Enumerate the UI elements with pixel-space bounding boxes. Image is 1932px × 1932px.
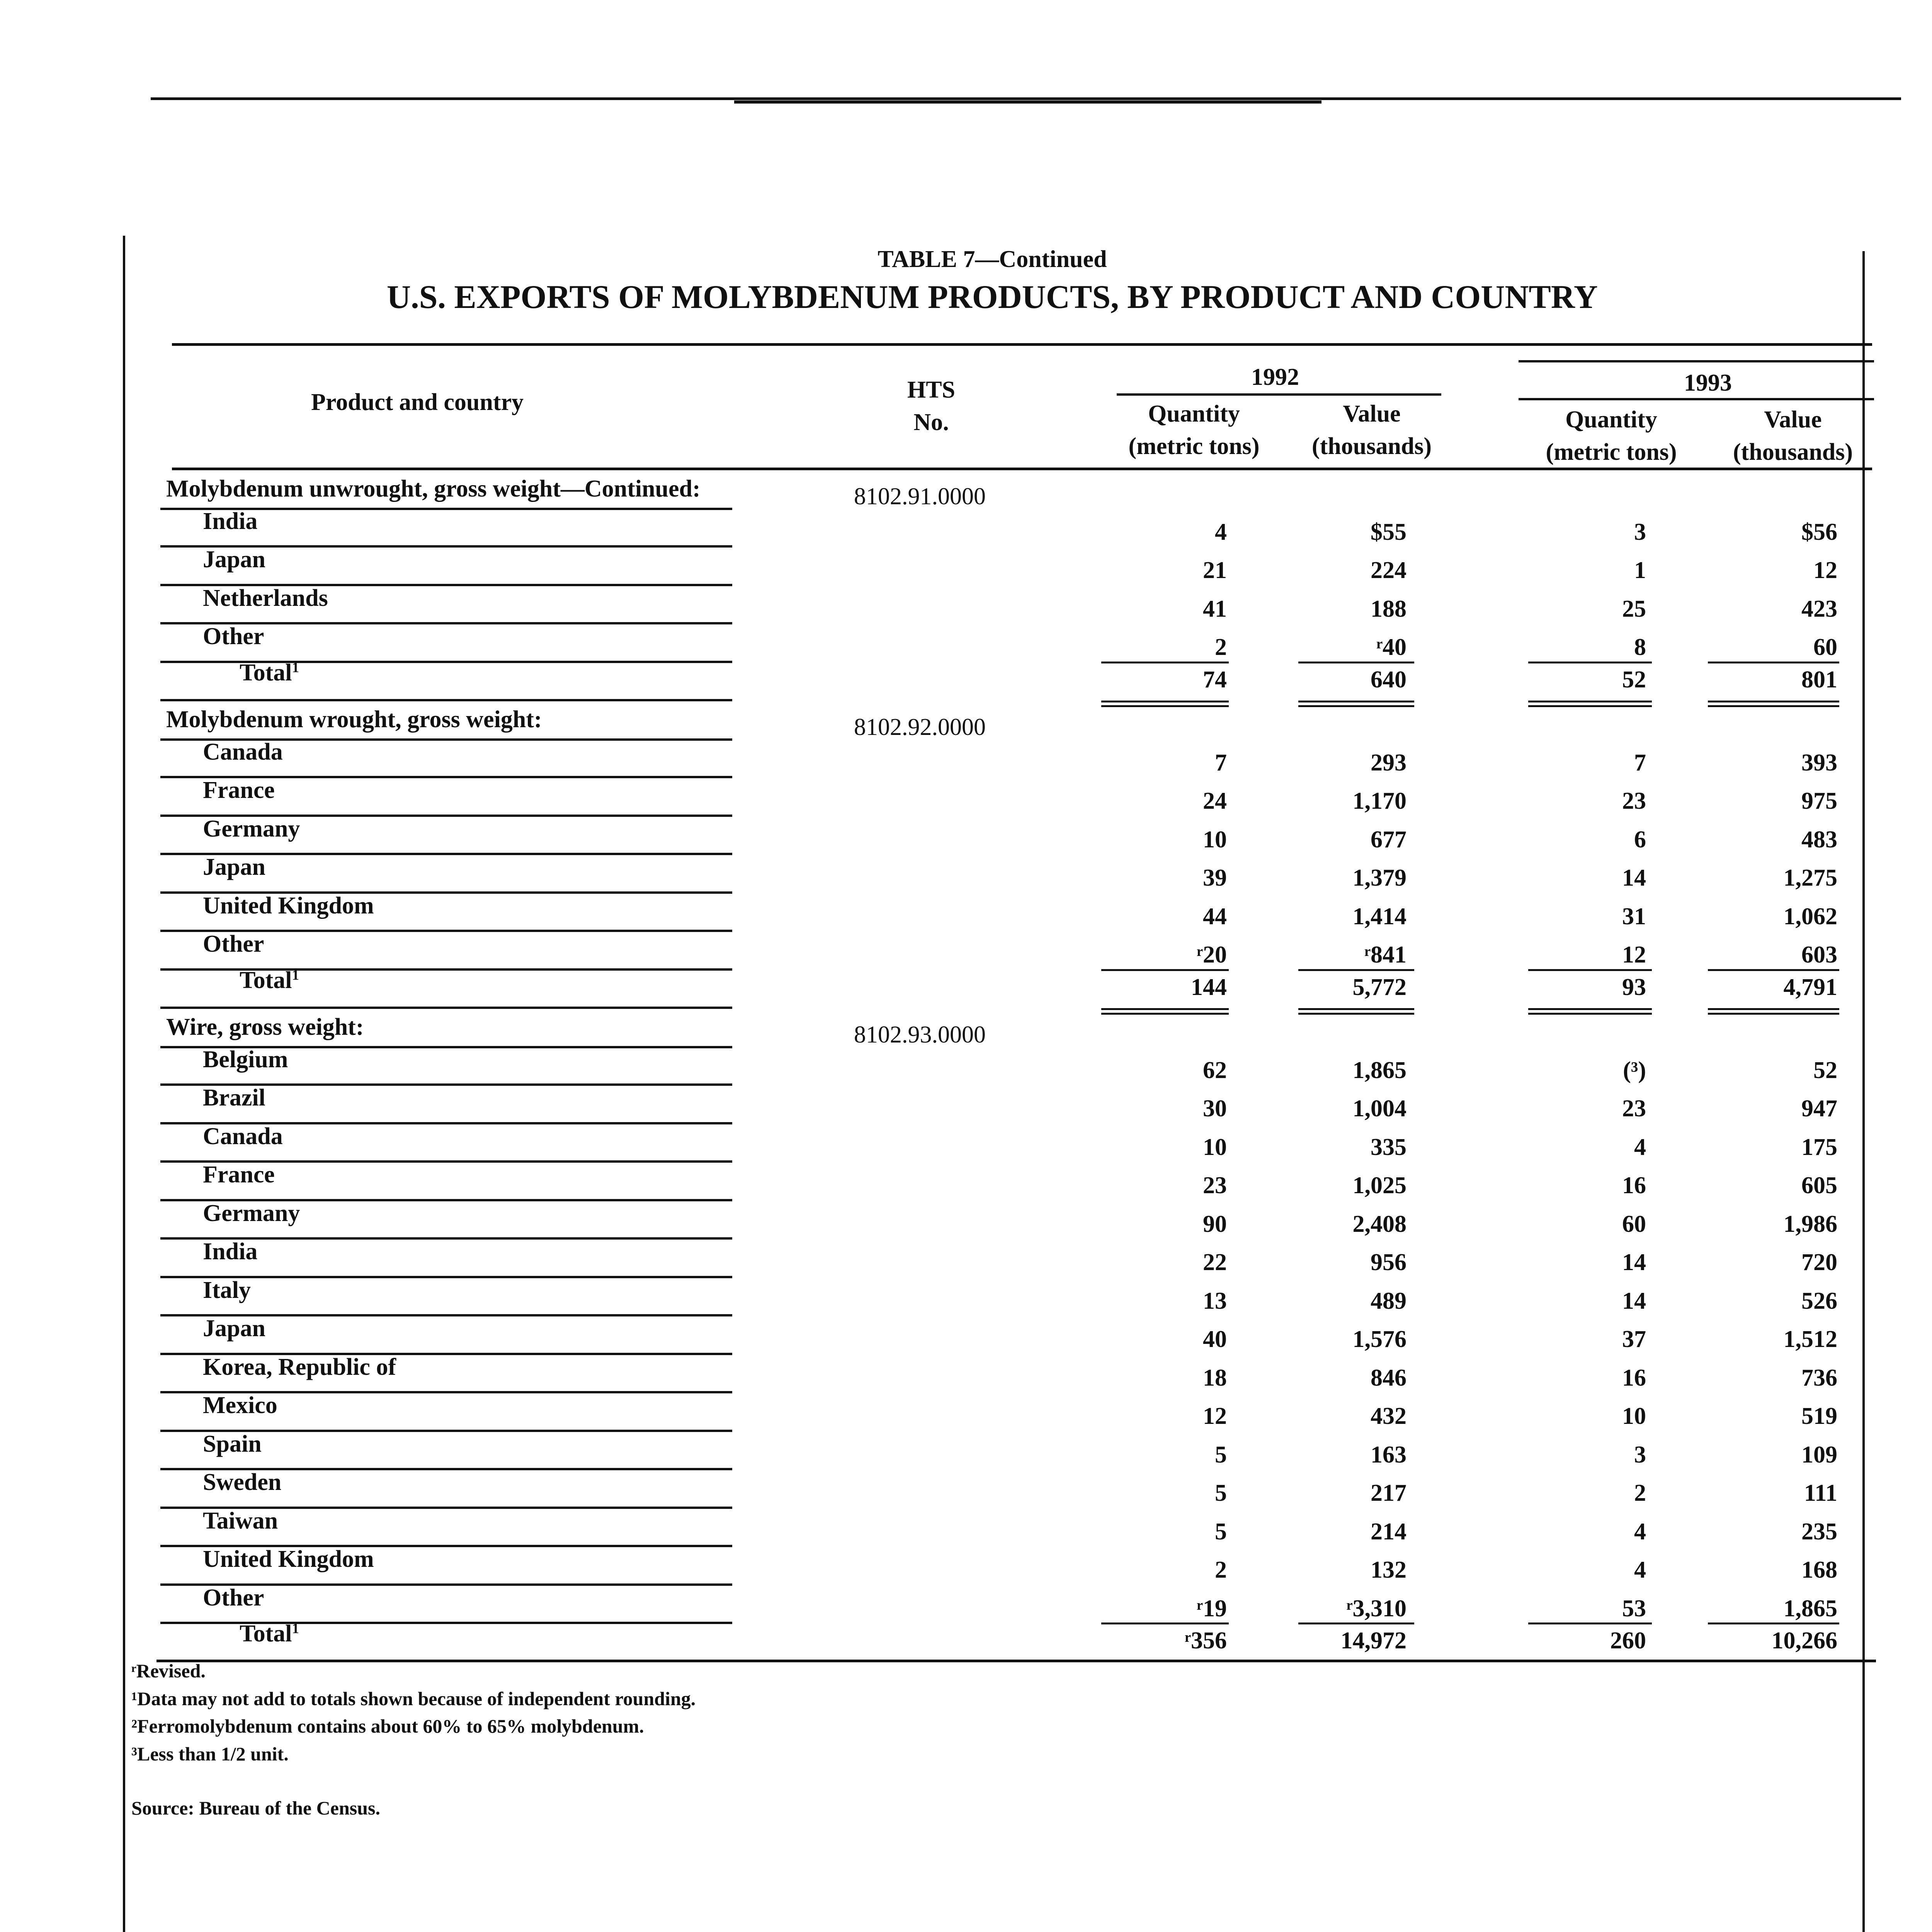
row-underline: [160, 1007, 732, 1009]
quantity-1993-cell: 2: [1634, 1480, 1646, 1506]
quantity-1993-header: [1530, 404, 1692, 468]
quantity-1992-cell: 44: [1203, 903, 1227, 930]
section-label: Molybdenum unwrought, gross weight—Continued:: [166, 476, 701, 502]
value-1993-cell: 235: [1801, 1518, 1837, 1545]
value-1993-cell: 12: [1813, 557, 1837, 583]
quantity-1993-cell: 3: [1634, 519, 1646, 545]
quantity-1992-header: [1113, 398, 1275, 463]
table-heading: U.S. EXPORTS OF MOLYBDENUM PRODUCTS, BY PRODUCT AND COUNTRY: [386, 278, 1598, 315]
total-double-rule: [1298, 1008, 1414, 1010]
quantity-1992-cell: 21: [1203, 557, 1227, 583]
country-label: Japan: [203, 546, 265, 573]
quantity-1993-cell: 3: [1634, 1441, 1646, 1468]
value-1992-cell: 956: [1371, 1249, 1406, 1276]
total-overline: [1101, 1622, 1229, 1624]
table-top-rule: [172, 343, 1872, 346]
quantity-1992-cell: 7: [1215, 749, 1227, 776]
total-double-rule: [1528, 1008, 1652, 1010]
footnote-revised: ʳRevised.: [131, 1660, 206, 1682]
quantity-1993-total: 93: [1622, 974, 1646, 1000]
country-label: United Kingdom: [203, 892, 374, 919]
quantity-1993-cell: 14: [1622, 865, 1646, 891]
value-1993-cell: 1,986: [1783, 1211, 1837, 1237]
quantity-1992-cell: 41: [1203, 595, 1227, 622]
value-1992-total: 14,972: [1340, 1628, 1406, 1654]
value-1992-cell: ʳ3,310: [1346, 1595, 1406, 1622]
total-double-rule: [1298, 1013, 1414, 1015]
hts-number: 8102.91.0000: [854, 483, 986, 510]
value-1993-total: 10,266: [1771, 1628, 1837, 1654]
quantity-1992-cell: 10: [1203, 1134, 1227, 1160]
country-label: Other: [203, 623, 264, 650]
value-1992-total: 640: [1371, 666, 1406, 693]
value-1992-cell: 1,004: [1352, 1095, 1406, 1122]
hts-number: 8102.93.0000: [854, 1022, 986, 1048]
quantity-1993-line2: (metric tons): [1546, 439, 1677, 465]
source-note: Source: Bureau of the Census.: [131, 1797, 381, 1819]
country-label: Brazil: [203, 1085, 265, 1111]
country-label: Germany: [203, 815, 300, 842]
value-1993-cell: 526: [1801, 1287, 1837, 1314]
value-1992-cell: 1,025: [1352, 1172, 1406, 1199]
value-1992-cell: 2,408: [1352, 1211, 1406, 1237]
value-1993-total: 4,791: [1783, 974, 1837, 1000]
quantity-1993-total: 260: [1610, 1628, 1646, 1654]
total-overline: [1708, 1622, 1839, 1624]
country-label: Mexico: [203, 1392, 277, 1418]
country-label: Other: [203, 931, 264, 957]
total-label-text: Total: [240, 1621, 292, 1647]
total-overline: [1708, 662, 1839, 663]
country-label: India: [203, 508, 258, 534]
country-label: Taiwan: [203, 1507, 278, 1534]
country-label: India: [203, 1238, 258, 1265]
total-overline: [1708, 969, 1839, 971]
hts-header-line1: HTS: [907, 377, 956, 403]
total-double-rule: [1708, 1013, 1839, 1015]
country-label: Belgium: [203, 1046, 288, 1073]
top-rule-accent: [734, 100, 1321, 104]
value-1993-cell: 393: [1801, 749, 1837, 776]
product-column-header: Product and country: [311, 389, 524, 415]
quantity-1993-cell: 4: [1634, 1518, 1646, 1545]
quantity-1993-cell: 31: [1622, 903, 1646, 930]
footnote-1: ¹Data may not add to totals shown because of independent rounding.: [131, 1688, 696, 1709]
quantity-1992-cell: 2: [1215, 634, 1227, 660]
value-1992-cell: 188: [1371, 595, 1406, 622]
country-label: Japan: [203, 1315, 265, 1342]
value-1993-cell: 947: [1801, 1095, 1837, 1122]
country-label: Spain: [203, 1430, 262, 1457]
quantity-1993-line1: Quantity: [1565, 406, 1657, 433]
total-footnote-ref: 1: [292, 659, 299, 675]
hts-header-line2: No.: [913, 409, 949, 435]
value-1992-cell: 214: [1371, 1518, 1406, 1545]
total-double-rule: [1528, 701, 1652, 702]
quantity-1992-cell: ʳ19: [1197, 1595, 1227, 1622]
quantity-1992-line2: (metric tons): [1128, 433, 1260, 459]
quantity-1993-cell: 1: [1634, 557, 1646, 583]
value-1992-total: 5,772: [1352, 974, 1406, 1000]
value-1993-cell: 423: [1801, 595, 1837, 622]
value-1993-cell: 1,512: [1783, 1326, 1837, 1352]
total-double-rule: [1101, 701, 1229, 702]
value-1993-total: 801: [1801, 666, 1837, 693]
quantity-1993-cell: 8: [1634, 634, 1646, 660]
value-1993-cell: 1,865: [1783, 1595, 1837, 1622]
quantity-1993-cell: 7: [1634, 749, 1646, 776]
table-title: TABLE 7—Continued: [878, 246, 1107, 272]
value-1992-cell: 432: [1371, 1403, 1406, 1429]
country-label: Sweden: [203, 1469, 282, 1495]
value-1993-cell: 1,062: [1783, 903, 1837, 930]
right-margin-rule: [1862, 251, 1865, 1932]
quantity-1992-total: ʳ356: [1185, 1628, 1227, 1654]
hts-number: 8102.92.0000: [854, 714, 986, 740]
total-double-rule: [1101, 705, 1229, 707]
value-1993-header: [1712, 404, 1874, 468]
value-1992-cell: 846: [1371, 1364, 1406, 1391]
total-footnote-ref: 1: [292, 967, 299, 983]
value-1992-cell: 1,576: [1352, 1326, 1406, 1352]
country-label: United Kingdom: [203, 1546, 374, 1572]
quantity-1992-cell: 5: [1215, 1518, 1227, 1545]
quantity-1993-cell: 4: [1634, 1557, 1646, 1583]
value-1993-cell: 720: [1801, 1249, 1837, 1276]
quantity-1992-cell: 5: [1215, 1441, 1227, 1468]
quantity-1992-cell: 39: [1203, 865, 1227, 891]
quantity-1992-cell: 13: [1203, 1287, 1227, 1314]
year-1992-rule: [1117, 393, 1441, 396]
country-label: Japan: [203, 854, 265, 880]
quantity-1992-cell: 30: [1203, 1095, 1227, 1122]
country-label: Other: [203, 1584, 264, 1611]
quantity-1993-cell: 37: [1622, 1326, 1646, 1352]
value-1993-cell: 175: [1801, 1134, 1837, 1160]
quantity-1993-cell: 60: [1622, 1211, 1646, 1237]
value-1993-line2: (thousands): [1733, 439, 1853, 465]
quantity-1993-cell: 14: [1622, 1287, 1646, 1314]
value-1993-cell: 603: [1801, 942, 1837, 968]
quantity-1993-cell: 12: [1622, 942, 1646, 968]
row-underline: [160, 699, 732, 701]
value-1992-cell: 163: [1371, 1441, 1406, 1468]
year-1993-rule: [1519, 360, 1874, 362]
value-1993-cell: 109: [1801, 1441, 1837, 1468]
quantity-1993-cell: 25: [1622, 595, 1646, 622]
value-1992-cell: 1,414: [1352, 903, 1406, 930]
total-double-rule: [1708, 1008, 1839, 1010]
quantity-1992-cell: 2: [1215, 1557, 1227, 1583]
quantity-1992-line1: Quantity: [1148, 401, 1240, 427]
table-bottom-rule: [156, 1660, 1876, 1662]
country-label: France: [203, 777, 275, 803]
quantity-1993-cell: 53: [1622, 1595, 1646, 1622]
hts-column-header: [873, 374, 989, 439]
quantity-1992-total: 144: [1191, 974, 1227, 1000]
footnote-3: ³Less than 1/2 unit.: [131, 1743, 289, 1765]
section-label: Molybdenum wrought, gross weight:: [166, 706, 542, 733]
value-1992-cell: 132: [1371, 1557, 1406, 1583]
total-footnote-ref: 1: [292, 1621, 299, 1637]
quantity-1992-cell: 24: [1203, 788, 1227, 814]
quantity-1993-cell: 23: [1622, 1095, 1646, 1122]
quantity-1992-cell: 4: [1215, 519, 1227, 545]
total-label: [240, 659, 299, 687]
total-double-rule: [1101, 1008, 1229, 1010]
value-1992-cell: 489: [1371, 1287, 1406, 1314]
section-label: Wire, gross weight:: [166, 1014, 364, 1040]
quantity-1993-cell: 4: [1634, 1134, 1646, 1160]
quantity-1992-cell: 18: [1203, 1364, 1227, 1391]
total-overline: [1528, 662, 1652, 663]
total-overline: [1101, 662, 1229, 663]
value-1993-cell: 168: [1801, 1557, 1837, 1583]
footnote-2: ²Ferromolybdenum contains about 60% to 65% molybdenum.: [131, 1715, 644, 1737]
top-rule: [151, 97, 1901, 100]
quantity-1992-cell: ʳ20: [1197, 942, 1227, 968]
quantity-1992-cell: 90: [1203, 1211, 1227, 1237]
quantity-1993-cell: 6: [1634, 826, 1646, 853]
total-double-rule: [1101, 1013, 1229, 1015]
value-1992-header: [1291, 398, 1453, 463]
total-overline: [1101, 969, 1229, 971]
quantity-1992-cell: 10: [1203, 826, 1227, 853]
quantity-1993-cell: 10: [1622, 1403, 1646, 1429]
value-1993-cell: 605: [1801, 1172, 1837, 1199]
value-1992-cell: 224: [1371, 557, 1406, 583]
quantity-1993-cell: 23: [1622, 788, 1646, 814]
value-1993-cell: $56: [1801, 519, 1837, 545]
value-1993-cell: 975: [1801, 788, 1837, 814]
total-double-rule: [1708, 701, 1839, 702]
quantity-1993-cell: 16: [1622, 1172, 1646, 1199]
quantity-1993-cell: 16: [1622, 1364, 1646, 1391]
quantity-1992-cell: 12: [1203, 1403, 1227, 1429]
year-1993-header: 1993: [1684, 370, 1732, 396]
value-1992-cell: 293: [1371, 749, 1406, 776]
total-double-rule: [1528, 705, 1652, 707]
value-1993-line1: Value: [1764, 406, 1822, 433]
country-label: Italy: [203, 1277, 251, 1303]
year-1992-header: 1992: [1251, 364, 1299, 390]
total-label-text: Total: [240, 967, 292, 993]
value-1992-line2: (thousands): [1311, 433, 1432, 459]
value-1993-cell: 736: [1801, 1364, 1837, 1391]
total-double-rule: [1528, 1013, 1652, 1015]
total-overline: [1298, 969, 1414, 971]
total-double-rule: [1298, 705, 1414, 707]
total-overline: [1298, 1622, 1414, 1624]
quantity-1993-cell: 14: [1622, 1249, 1646, 1276]
value-1992-cell: 335: [1371, 1134, 1406, 1160]
left-margin-rule: [123, 236, 125, 1932]
total-overline: [1528, 969, 1652, 971]
value-1992-cell: 1,170: [1352, 788, 1406, 814]
country-label: Korea, Republic of: [203, 1354, 396, 1380]
value-1992-cell: ʳ40: [1376, 634, 1406, 660]
quantity-1993-cell: (³): [1623, 1057, 1646, 1083]
total-overline: [1528, 1622, 1652, 1624]
total-label: [240, 967, 299, 994]
value-1992-cell: 1,379: [1352, 865, 1406, 891]
value-1992-line1: Value: [1343, 401, 1401, 427]
quantity-1992-cell: 40: [1203, 1326, 1227, 1352]
quantity-1992-cell: 23: [1203, 1172, 1227, 1199]
country-label: France: [203, 1162, 275, 1188]
country-label: Germany: [203, 1200, 300, 1226]
quantity-1992-total: 74: [1203, 666, 1227, 693]
value-1993-cell: 483: [1801, 826, 1837, 853]
country-label: Netherlands: [203, 585, 328, 611]
value-1993-cell: 60: [1813, 634, 1837, 660]
value-1993-cell: 111: [1804, 1480, 1837, 1506]
quantity-1993-total: 52: [1622, 666, 1646, 693]
value-1992-cell: $55: [1371, 519, 1406, 545]
quantity-1992-cell: 22: [1203, 1249, 1227, 1276]
value-1992-cell: ʳ841: [1364, 942, 1406, 968]
quantity-1992-cell: 62: [1203, 1057, 1227, 1083]
quantity-1992-cell: 5: [1215, 1480, 1227, 1506]
value-1993-cell: 1,275: [1783, 865, 1837, 891]
total-label-text: Total: [240, 659, 292, 686]
value-1992-cell: 217: [1371, 1480, 1406, 1506]
value-1992-cell: 677: [1371, 826, 1406, 853]
country-label: Canada: [203, 1123, 283, 1150]
total-overline: [1298, 662, 1414, 663]
value-1992-cell: 1,865: [1352, 1057, 1406, 1083]
total-double-rule: [1298, 701, 1414, 702]
country-label: Canada: [203, 738, 283, 765]
total-double-rule: [1708, 705, 1839, 707]
total-label: [240, 1620, 299, 1648]
value-1993-cell: 519: [1801, 1403, 1837, 1429]
value-1993-cell: 52: [1813, 1057, 1837, 1083]
